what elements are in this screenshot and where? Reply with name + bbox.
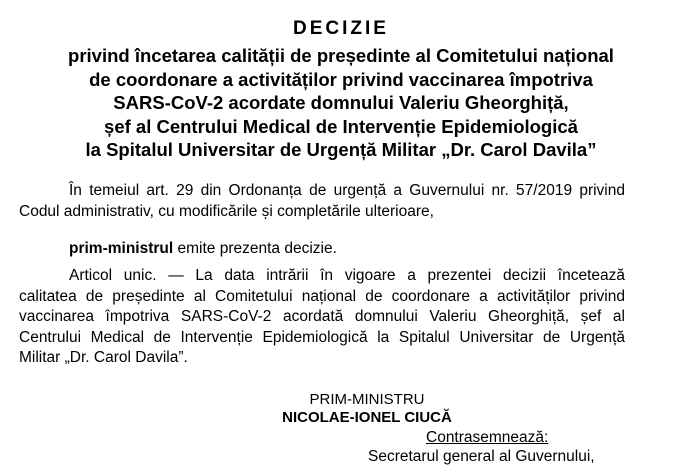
article-line: Centrului Medical de Intervenție Epidemiologică la Spitalul Universitar de Urgență [19, 328, 625, 346]
subtitle-line: de coordonare a activităților privind vaccinarea împotriva [89, 68, 593, 90]
signature-name: NICOLAE-IONEL CIUCĂ [282, 409, 452, 426]
article-paragraph [19, 266, 625, 369]
subtitle-line: SARS-CoV-2 acordate domnului Valeriu Gheorghiță, [113, 92, 569, 113]
article-line: vaccinarea împotriva SARS-CoV-2 acordată domnului Valeriu Gheorghiță, șef al [19, 308, 625, 325]
article-line: Militar „Dr. Carol Davila”. [19, 349, 188, 366]
article-line: calitatea de președinte al Comitetului național de coordonare a activităților privind [19, 287, 625, 305]
preamble-paragraph [19, 181, 625, 222]
issuer-bold: prim-ministrul [69, 240, 174, 257]
document-subtitle [10, 44, 672, 162]
issuer-rest: emite prezenta decizie. [173, 240, 337, 257]
preamble-line: Codul administrativ, cu modificările și completările ulterioare, [19, 202, 434, 220]
issuer-line [19, 239, 625, 260]
signature-role: PRIM-MINISTRU [309, 391, 425, 408]
article-line: Articol unic. — La data intrării în vigoare a prezentei decizii încetează [69, 267, 625, 284]
subtitle-line: privind încetarea calității de președinte al Comitetului național [68, 45, 614, 66]
countersign-label: Contrasemnează: [426, 429, 549, 446]
subtitle-line: la Spitalul Universitar de Urgență Militar „Dr. Carol Davila” [85, 139, 597, 160]
issuer-paragraph [19, 239, 625, 260]
document-title: DECIZIE [293, 18, 389, 39]
subtitle-line: șef al Centrului Medical de Intervenție Epidemiologică [104, 115, 578, 137]
preamble-line: În temeiul art. 29 din Ordonanța de urgență a Guvernului nr. 57/2019 privind [69, 182, 625, 199]
countersign-role: Secretarul general al Guvernului, [368, 448, 595, 465]
